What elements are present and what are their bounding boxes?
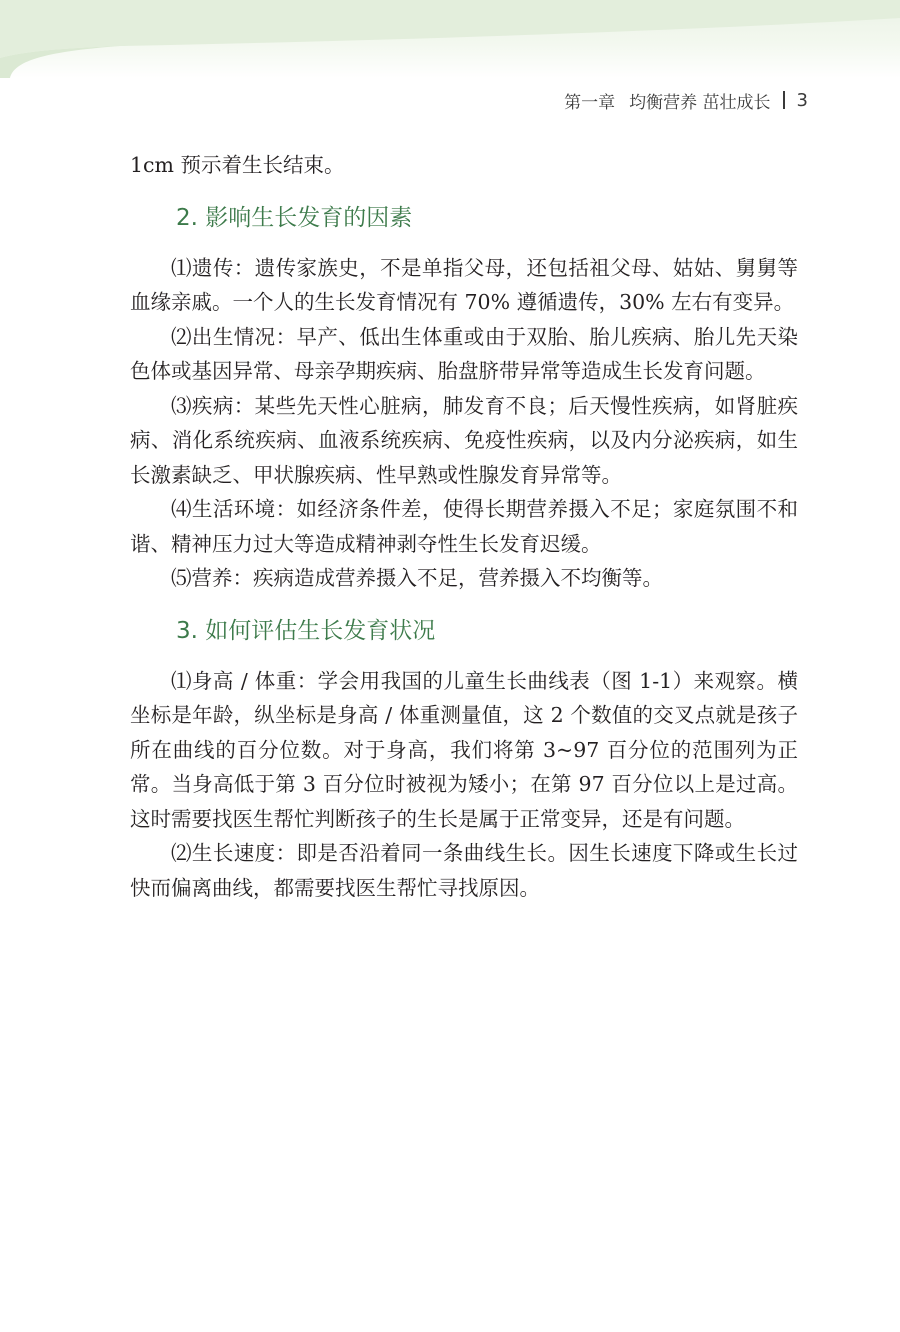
chapter-title: 均衡营养 茁壮成长	[629, 92, 771, 113]
section-3-paragraph-1: ⑴身高 / 体重：学会用我国的儿童生长曲线表（图 1-1）来观察。横坐标是年龄，纵坐标是身高 / 体重测量值，这 2 个数值的交叉点就是孩子所在曲线的百分位数。对于身高，我们将第 3~97 百分位的范围列为正常。当身高低于第 3 百分位时被视为矮小；在第 97 百分位以上是过高。这时需要找医生帮忙判断孩子的生长是属于正常变异，还是有问题。	[130, 668, 798, 831]
section-3-title: 3. 如何评估生长发育状况	[176, 617, 436, 644]
page-body	[130, 148, 798, 905]
header-decorative-band	[0, 0, 900, 78]
section-2-paragraph-4: ⑷生活环境：如经济条件差，使得长期营养摄入不足；家庭氛围不和谐、精神压力过大等造成精神剥夺性生长发育迟缓。	[130, 497, 798, 556]
header-separator	[783, 91, 785, 109]
section-2-paragraph-3: ⑶疾病：某些先天性心脏病，肺发育不良；后天慢性疾病，如肾脏疾病、消化系统疾病、血液系统疾病、免疫性疾病，以及内分泌疾病，如生长激素缺乏、甲状腺疾病、性早熟或性腺发育异常等。	[130, 393, 798, 487]
header-wave-decoration	[0, 0, 900, 78]
section-3-paragraph-2: ⑵生长速度：即是否沿着同一条曲线生长。因生长速度下降或生长过快而偏离曲线，都需要找医生帮忙寻找原因。	[130, 841, 798, 900]
section-2-paragraph-2: ⑵出生情况：早产、低出生体重或由于双胎、胎儿疾病、胎儿先天染色体或基因异常、母亲孕期疾病、胎盘脐带异常等造成生长发育问题。	[130, 324, 798, 383]
running-header	[564, 88, 808, 112]
section-2-paragraph-5: ⑸营养：疾病造成营养摄入不足，营养摄入不均衡等。	[171, 566, 663, 590]
section-2-title: 2. 影响生长发育的因素	[176, 204, 413, 231]
section-2-paragraph-1: ⑴遗传：遗传家族史，不是单指父母，还包括祖父母、姑姑、舅舅等血缘亲戚。一个人的生长发育情况有 70% 遵循遗传，30% 左右有变异。	[130, 255, 798, 314]
intro-line: 1cm 预示着生长结束。	[130, 153, 345, 177]
page-number: 3	[796, 89, 808, 111]
chapter-label: 第一章	[564, 92, 616, 113]
